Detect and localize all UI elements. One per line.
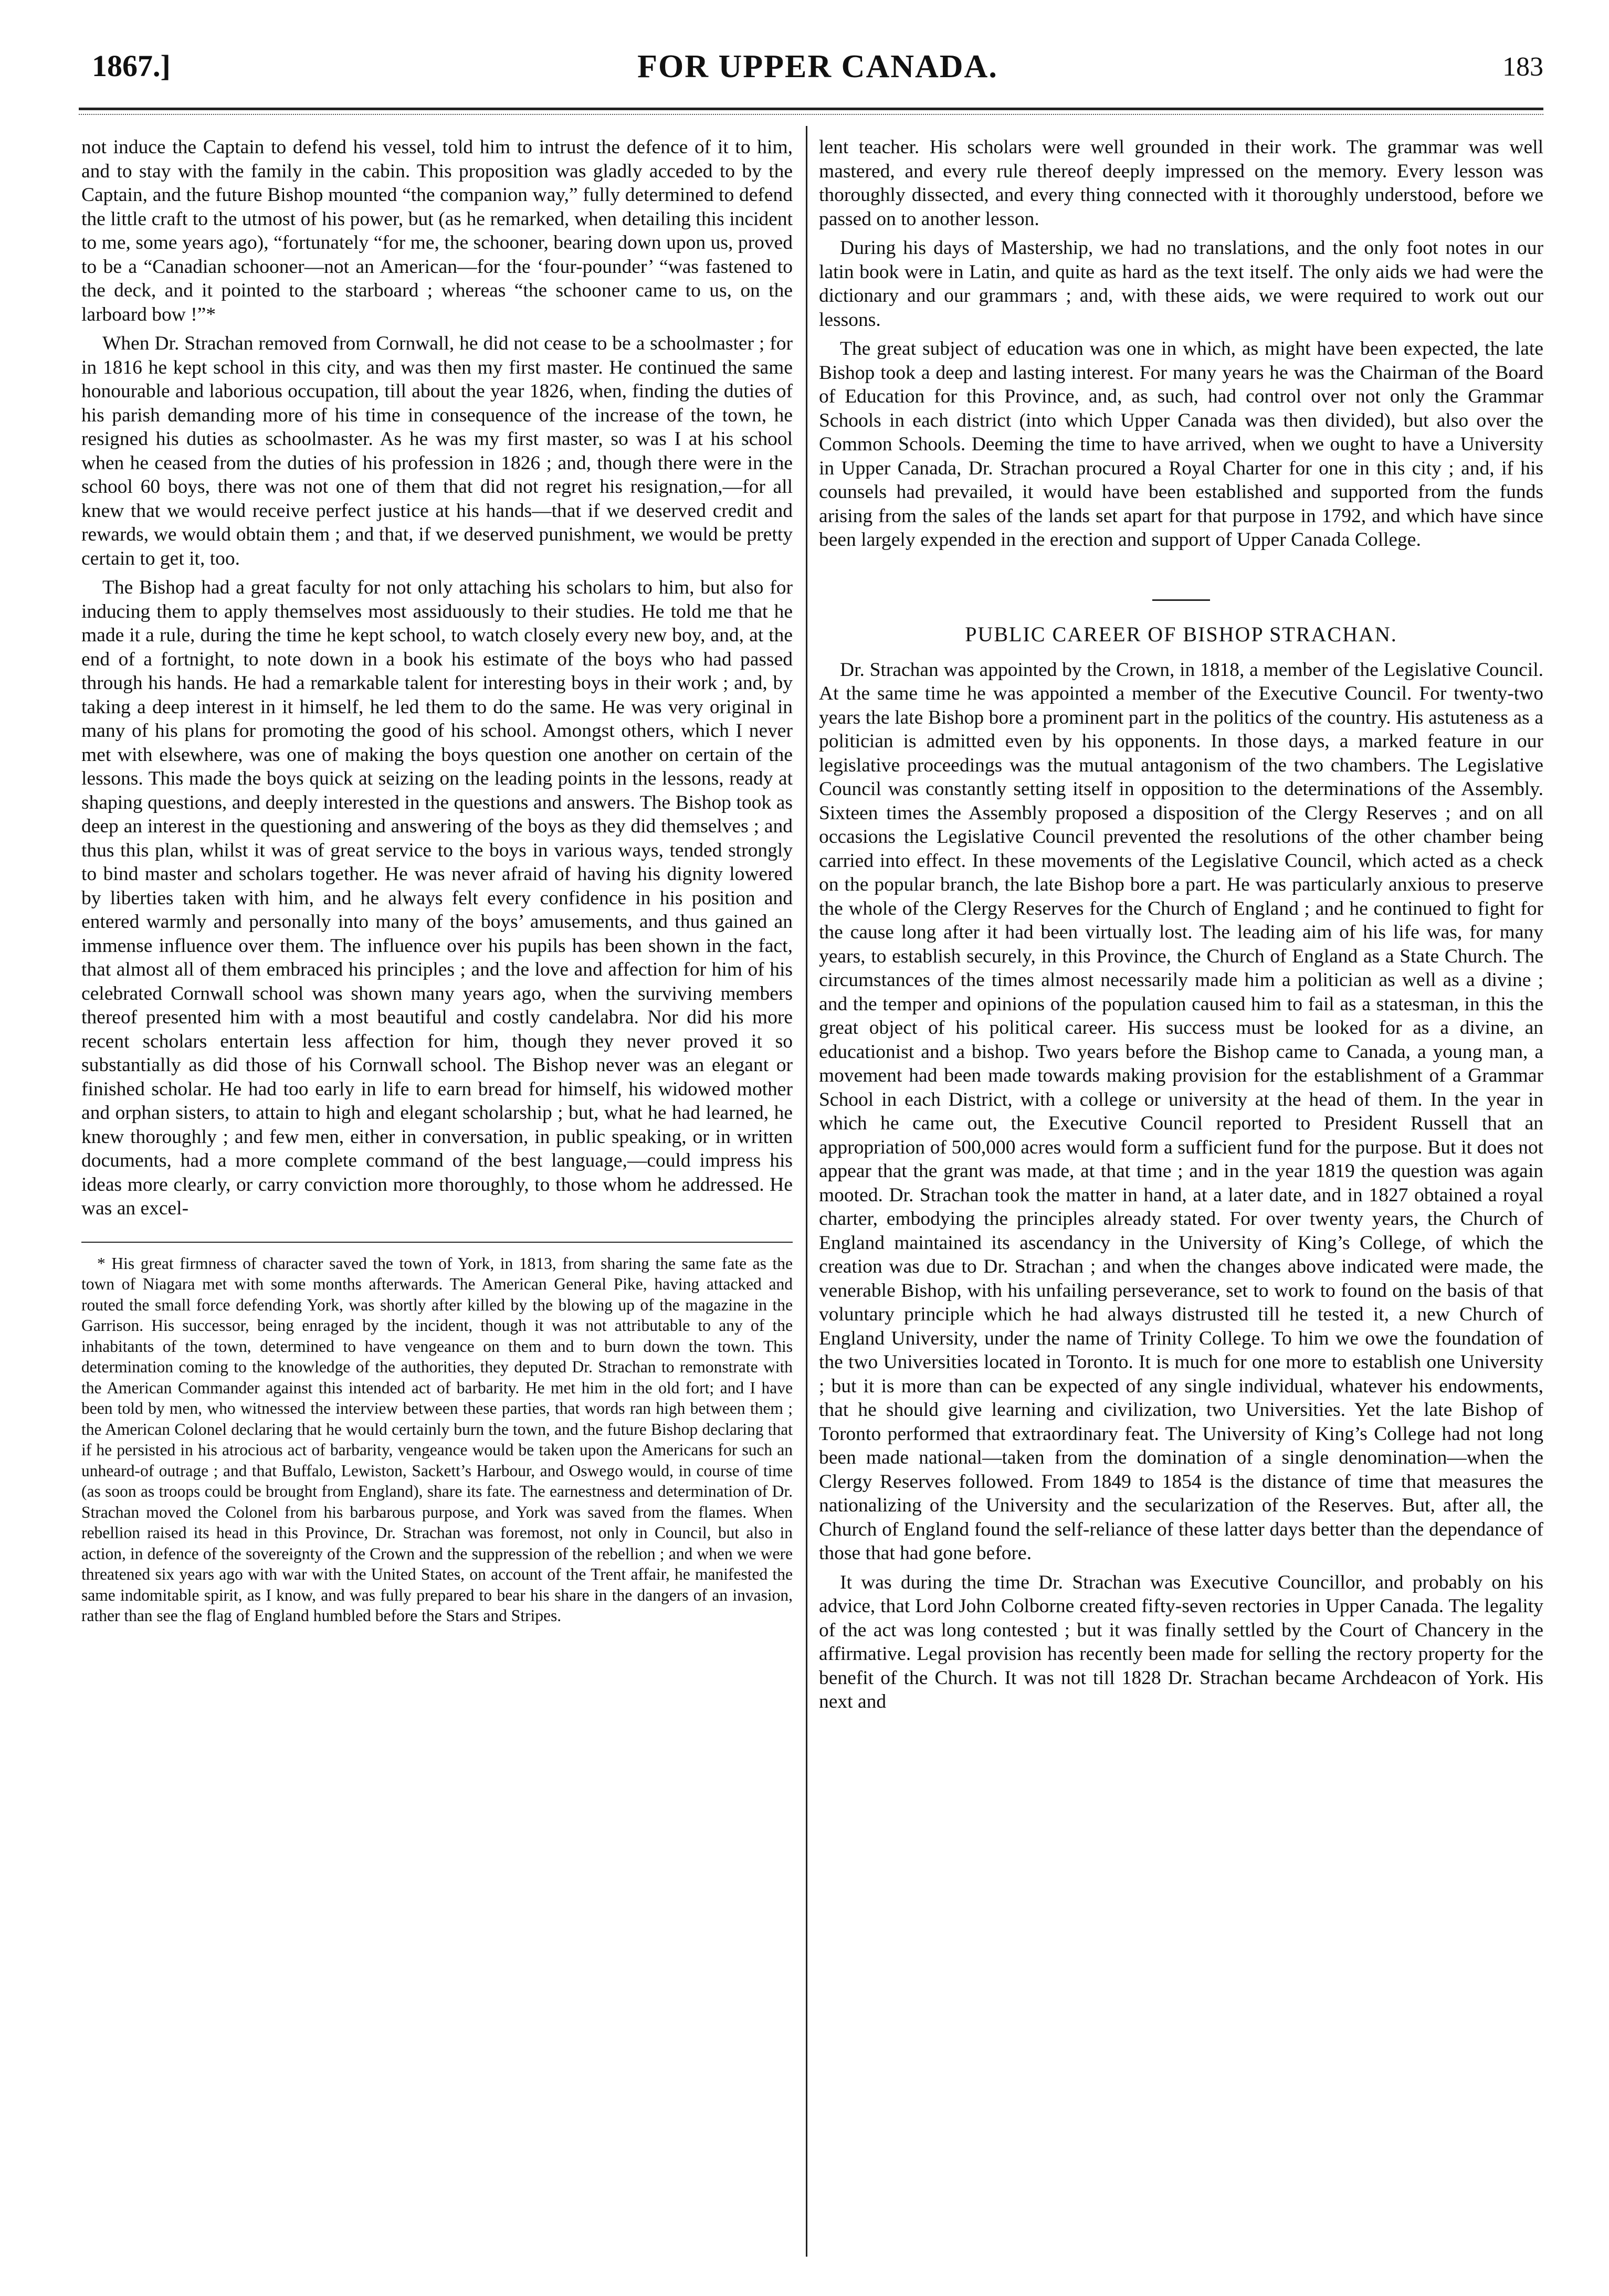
right-column [819, 135, 1543, 1719]
section-separator [1152, 599, 1210, 601]
right-paragraph-4: Dr. Strachan was appointed by the Crown, in 1818, a member of the Legislative Council. At the same time he was appointed a member of the Executive Council. For twenty-two years the late Bishop bore a prominent part in the politics of the country. His astuteness as a politician is admitted even by his opponents. In those days, a marked feature in our legislative proceedings was the mutual antagonism of the two chambers. The Legislative Council was constantly setting itself in opposition to the determinations of the Assembly. Sixteen times the Assembly proposed a disposition of the Clergy Reserves ; and on all occasions the Legislative Council prevented the resolutions of the other chamber being carried into effect. In these movements of the Legislative Council, which acted as a check on the popular branch, the late Bishop bore a part. He was particularly anxious to preserve the whole of the Clergy Reserves for the Church of England ; and he continued to fight for the cause long after it had been virtually lost. The leading aim of his life was, for many years, to establish securely, in this Province, the Church of England as a State Church. The circumstances of the times almost necessarily made him a politician as well as a divine ; and the temper and opinions of the population caused him to fail as a statesman, in this the great object of his political career. His success must be looked for as a divine, an educationist and a bishop. Two years before the Bishop came to Canada, a young man, a movement had been made towards making provision for the establishment of a Grammar School in each District, with a college or university at the head of them. In the year in which he came out, the Executive Council reported to President Russell that an appropriation of 500,000 acres would form a sufficient fund for the purpose. But it does not appear that the grant was made, at that time ; and in the year 1819 the question was again mooted. Dr. Strachan took the matter in hand, at a later date, and in 1827 obtained a royal charter, embodying the principles already stated. For over twenty years, the Church of England maintained its ascendancy in the University of King’s College, of which the creation was due to Dr. Strachan ; and when the changes above indicated were made, the venerable Bishop, with his unfailing perseverance, set to work to found on the basis of that voluntary principle which he had always distrusted till he tested it, a new Church of England University, under the name of Trinity College. To him we owe the foundation of the two Universities located in Toronto. It is much for one more to establish one University ; but it is more than can be expected of any single individual, whatever his endowments, that he should give learning and civilization, two Universities. Yet the late Bishop of Toronto performed that extraordinary feat. The University of King’s College had not long been made national—taken from the domination of a single denomination—when the Clergy Reserves followed. From 1849 to 1854 is the distance of time that measures the nationalizing of the University and the secularization of the Reserves. But, after all, the Church of England found the self-reliance of these latter days better than the dependance of those that had gone before. [819, 659, 1543, 1564]
page-number: 183 [1502, 52, 1543, 82]
header-title: FOR UPPER CANADA. [637, 49, 998, 84]
header-rule [79, 108, 1543, 110]
footnote-rule [81, 1242, 793, 1243]
section-heading: PUBLIC CAREER OF BISHOP STRACHAN. [965, 622, 1397, 646]
left-paragraph-3: The Bishop had a great faculty for not only attaching his scholars to him, but also for inducing them to apply themselves most assiduously to their studies. He told me that he made it a rule, during the time he kept school, to watch closely every new boy, and, at the end of a fortnight, to note down in a book his estimate of the boys who had passed through his hands. He had a remarkable talent for interesting boys in their work ; and, by taking a deep interest in it himself, he led them to do the same. He was very original in many of his plans for promoting the good of his school. Amongst others, which I never met with elsewhere, was one of making the boys question one another on certain of the lessons. This made the boys quick at seizing on the leading points in the lessons, ready at shaping questions, and deeply interested in the questions and answers. The Bishop took as deep an interest in the questioning and answering of the boys as they did themselves ; and thus this plan, whilst it was of great service to the boys in various ways, tended strongly to bind master and scholars together. He was never afraid of having his dignity lowered by liberties taken with him, and he always felt every confidence in his position and entered warmly and personally into many of the boys’ amusements, and thus gained an immense influence over them. The influence over his pupils has been shown in the fact, that almost all of them embraced his principles ; and the love and affection for him of his celebrated Cornwall school was shown many years ago, when the surviving members thereof presented him with a most beautiful and costly candelabra. Nor did his more recent scholars entertain less affection for him, though they never proved it so substantially as did those of his Cornwall school. The Bishop never was an elegant or finished scholar. He had too early in life to earn bread for himself, his widowed mother and orphan sisters, to attain to high and elegant scholarship ; but, what he had learned, he knew thoroughly ; and few men, either in conversation, in public speaking, or in written documents, had a more complete command of the best language,—could impress his ideas more clearly, or carry conviction more thoroughly, to those whom he addressed. He was an excel- [81, 577, 793, 1219]
left-paragraph-1: not induce the Captain to defend his vessel, told him to intrust the defence of it to him, and to stay with the family in the cabin. This proposition was gladly acceded to by the Captain, and the future Bishop mounted “the companion way,” fully determined to defend the little craft to the utmost of his power, but (as he remarked, when detailing this incident to me, some years ago), “fortunately “for me, the schooner, bearing down upon us, proved to be a “Canadian schooner—not an American—for the ‘four-pounder’ “was fastened to the deck, and it pointed to the starboard ; whereas “the schooner came to us, on the larboard bow !”* [81, 136, 793, 325]
column-divider [806, 126, 807, 2257]
header-dotted-rule [79, 114, 1543, 115]
right-paragraph-5: It was during the time Dr. Strachan was Executive Councillor, and probably on his advice, that Lord John Colborne created fifty-seven rectories in Upper Canada. The legality of the act was long contested ; but it was finally settled by the Court of Chancery in the affirmative. Legal provision has recently been made for selling the rectory property for the benefit of the Church. It was not till 1828 Dr. Strachan became Archdeacon of York. His next and [819, 1571, 1543, 1712]
left-paragraph-2: When Dr. Strachan removed from Cornwall, he did not cease to be a schoolmaster ; for in 1816 he kept school in this city, and was then my first master. He continued the same honourable and laborious occupation, till about the year 1826, when, finding the duties of his parish demanding more of his time in consequence of the increase of the town, he resigned his duties as schoolmaster. As he was my first master, so was I at his school when he ceased from the duties of his profession in 1826 ; and, though there were in the school 60 boys, there was not one of them that did not regret his resignation,—for all knew that we would receive perfect justice at his hands—that if we deserved credit and rewards, we would obtain them ; and that, if we deserved punishment, we would be pretty certain to get it, too. [81, 333, 793, 569]
right-paragraph-1: lent teacher. His scholars were well grounded in their work. The grammar was well mastered, and every rule thereof deeply impressed on the memory. Every lesson was thoroughly dissected, and every thing connected with it thoroughly understood, before we passed on to another lesson. [819, 136, 1543, 230]
right-paragraph-3: The great subject of education was one in which, as might have been expected, the late Bishop took a deep and lasting interest. For many years he was the Chairman of the Board of Education for this Province, and, as such, had control over not only the Grammar Schools in each district (into which Upper Canada was then divided), but also over the Common Schools. Deeming the time to have arrived, when we ought to have a University in Upper Canada, Dr. Strachan procured a Royal Charter for one in this city ; and, if his counsels had prevailed, it would have been established and supported from the funds arising from the sales of the lands set apart for that purpose in 1792, and which have since been largely expended in the erection and support of Upper Canada College. [819, 338, 1543, 551]
left-column [81, 135, 793, 1626]
page-header [92, 48, 1543, 96]
header-year: 1867.] [92, 49, 171, 83]
right-paragraph-2: During his days of Mastership, we had no translations, and the only foot notes in our latin book were in Latin, and quite as hard as the text itself. The only aids we had were the dictionary and our grammars ; and, with these aids, we were required to work out our lessons. [819, 237, 1543, 331]
footnote: * His great firmness of character saved the town of York, in 1813, from sharing the same fate as the town of Niagara met with some months afterwards. The American General Pike, having attacked and routed the small force defending York, was shortly after killed by the blowing up of the magazine in the Garrison. His successor, being enraged by the incident, though it was not attributable to any of the inhabitants of the town, determined to have vengeance on them and to burn down the town. This determination coming to the knowledge of the authorities, they deputed Dr. Strachan to remonstrate with the American Commander against this intended act of barbarity. He met him in the old fort; and I have been told by men, who witnessed the interview between these parties, that words ran high between them ; the American Colonel declaring that he would certainly burn the town, and the future Bishop declaring that if he persisted in his atrocious act of barbarity, vengeance would be taken upon the Americans for such an unheard-of outrage ; and that Buffalo, Lewiston, Sackett’s Harbour, and Oswego would, in course of time (as soon as troops could be brought from England), share its fate. The earnestness and determination of Dr. Strachan moved the Colonel from his barbarous purpose, and York was saved from the flames. When rebellion raised its head in this Province, Dr. Strachan was foremost, not only in Council, but also in action, in defence of the sovereignty of the Crown and the suppression of the rebellion ; and when we were threatened six years ago with war with the United States, on account of the Trent affair, he manifested the same indomitable spirit, as I know, and was fully prepared to bear his share in the dangers of an invasion, rather than see the flag of England humbled before the Stars and Stripes. [81, 1254, 793, 1625]
